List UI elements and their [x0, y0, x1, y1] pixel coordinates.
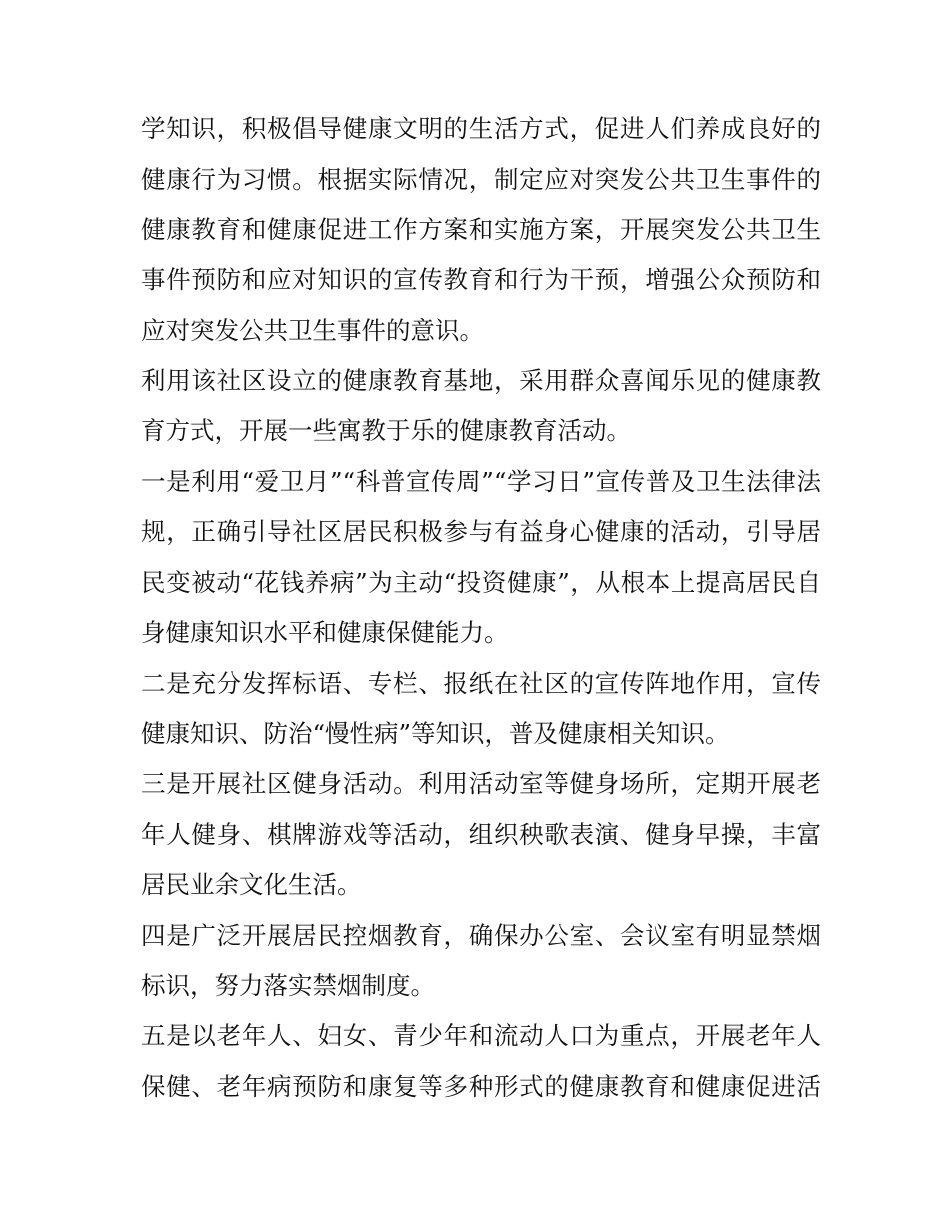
text-line: 年人健身、棋牌游戏等活动，组织秧歌表演、健身早操，丰富	[141, 820, 821, 849]
text-line: 利用该社区设立的健康教育基地，采用群众喜闻乐见的健康教	[141, 366, 821, 395]
text-line: 应对突发公共卫生事件的意识。	[141, 316, 484, 345]
text-line: 一是利用“爱卫月”“科普宣传周”“学习日”宣传普及卫生法律法	[141, 467, 821, 496]
text-line: 学知识，积极倡导健康文明的生活方式，促进人们养成良好的	[141, 114, 821, 143]
text-line: 居民业余文化生活。	[141, 870, 362, 899]
text-line: 保健、老年病预防和康复等多种形式的健康教育和健康促进活	[141, 1072, 821, 1101]
text-line: 健康教育和健康促进工作方案和实施方案，开展突发公共卫生	[141, 215, 821, 244]
text-line: 标识，努力落实禁烟制度。	[141, 971, 435, 1000]
text-line: 事件预防和应对知识的宣传教育和行为干预，增强公众预防和	[141, 265, 821, 294]
text-line: 二是充分发挥标语、专栏、报纸在社区的宣传阵地作用，宣传	[141, 669, 821, 698]
text-line: 规，正确引导社区居民积极参与有益身心健康的活动，引导居	[141, 517, 821, 546]
text-line: 四是广泛开展居民控烟教育，确保办公室、会议室有明显禁烟	[141, 921, 821, 950]
text-line: 健康知识、防治“慢性病”等知识，普及健康相关知识。	[141, 719, 730, 748]
text-line: 育方式，开展一些寓教于乐的健康教育活动。	[141, 416, 631, 445]
text-line: 健康行为习惯。根据实际情况，制定应对突发公共卫生事件的	[141, 165, 821, 194]
text-line: 三是开展社区健身活动。利用活动室等健身场所，定期开展老	[141, 769, 821, 798]
text-line: 民变被动“花钱养病”为主动“投资健康”，从根本上提高居民自	[141, 568, 821, 597]
text-line: 身健康知识水平和健康保健能力。	[141, 618, 509, 647]
text-line: 五是以老年人、妇女、青少年和流动人口为重点，开展老年人	[141, 1021, 821, 1050]
